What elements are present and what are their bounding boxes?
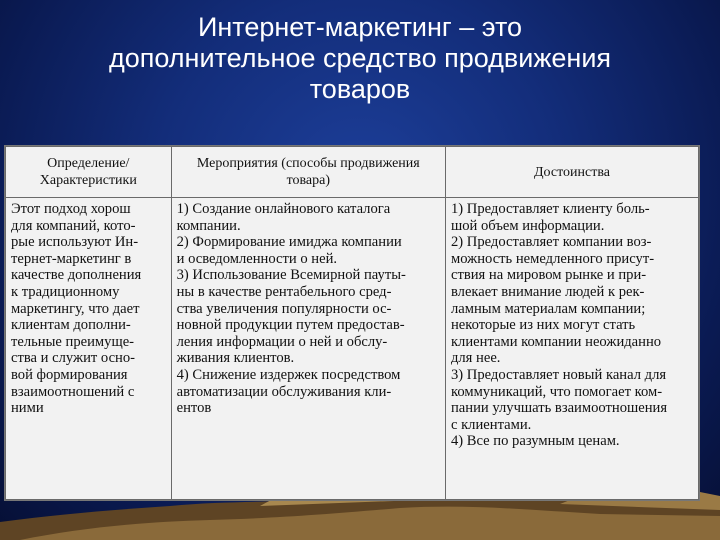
- header-definition: Определение/ Характеристики: [6, 147, 172, 198]
- table-header-row: [6, 147, 699, 198]
- slide-title-line-2: дополнительное средство продвижения: [108, 43, 612, 73]
- cell-activities: 1) Создание онлайнового каталога компании. 2) Формирование имиджа компании и осведомленности о ней. 3) Использование Всемирной пауты- ны в качестве рентабельного сред- ства увеличения популярности ос- новной продукции путем предостав- ления информации о ней и обслу- живания клиентов. 4) Снижение издержек посредством автоматизации обслуживания кли- ентов: [171, 198, 445, 500]
- slide-title-line-3: товаров: [309, 74, 411, 104]
- header-activities: Мероприятия (способы продвижения товара): [171, 147, 445, 198]
- cell-advantages: 1) Предоставляет клиенту боль- шой объем информации. 2) Предоставляет компании воз- можность немедленного присут- ствия на мировом рынке и при- влекает внимание людей к рек- ламным материалам компании; некоторые из них могут стать клиентами компании неожиданно для нее. 3) Предоставляет новый канал для коммуникаций, что помогает ком- пании улучшать взаимоотношения с клиентами. 4) Все по разумным ценам.: [445, 198, 698, 500]
- cell-definition: Этот подход хорош для компаний, кото- рые используют Ин- тернет-маркетинг в качестве дополнения к традиционному маркетингу, что дает клиентам дополни- тельные преимуще- ства и служит осно- вой формирования взаимоотношений с ними: [6, 198, 172, 500]
- comparison-table: [5, 146, 699, 500]
- header-advantages: Достоинства: [445, 147, 698, 198]
- comparison-table-container: [4, 145, 700, 501]
- slide-title-line-1: Интернет-маркетинг – это: [197, 12, 523, 42]
- slide-title: [0, 12, 720, 105]
- table-row: [6, 198, 699, 500]
